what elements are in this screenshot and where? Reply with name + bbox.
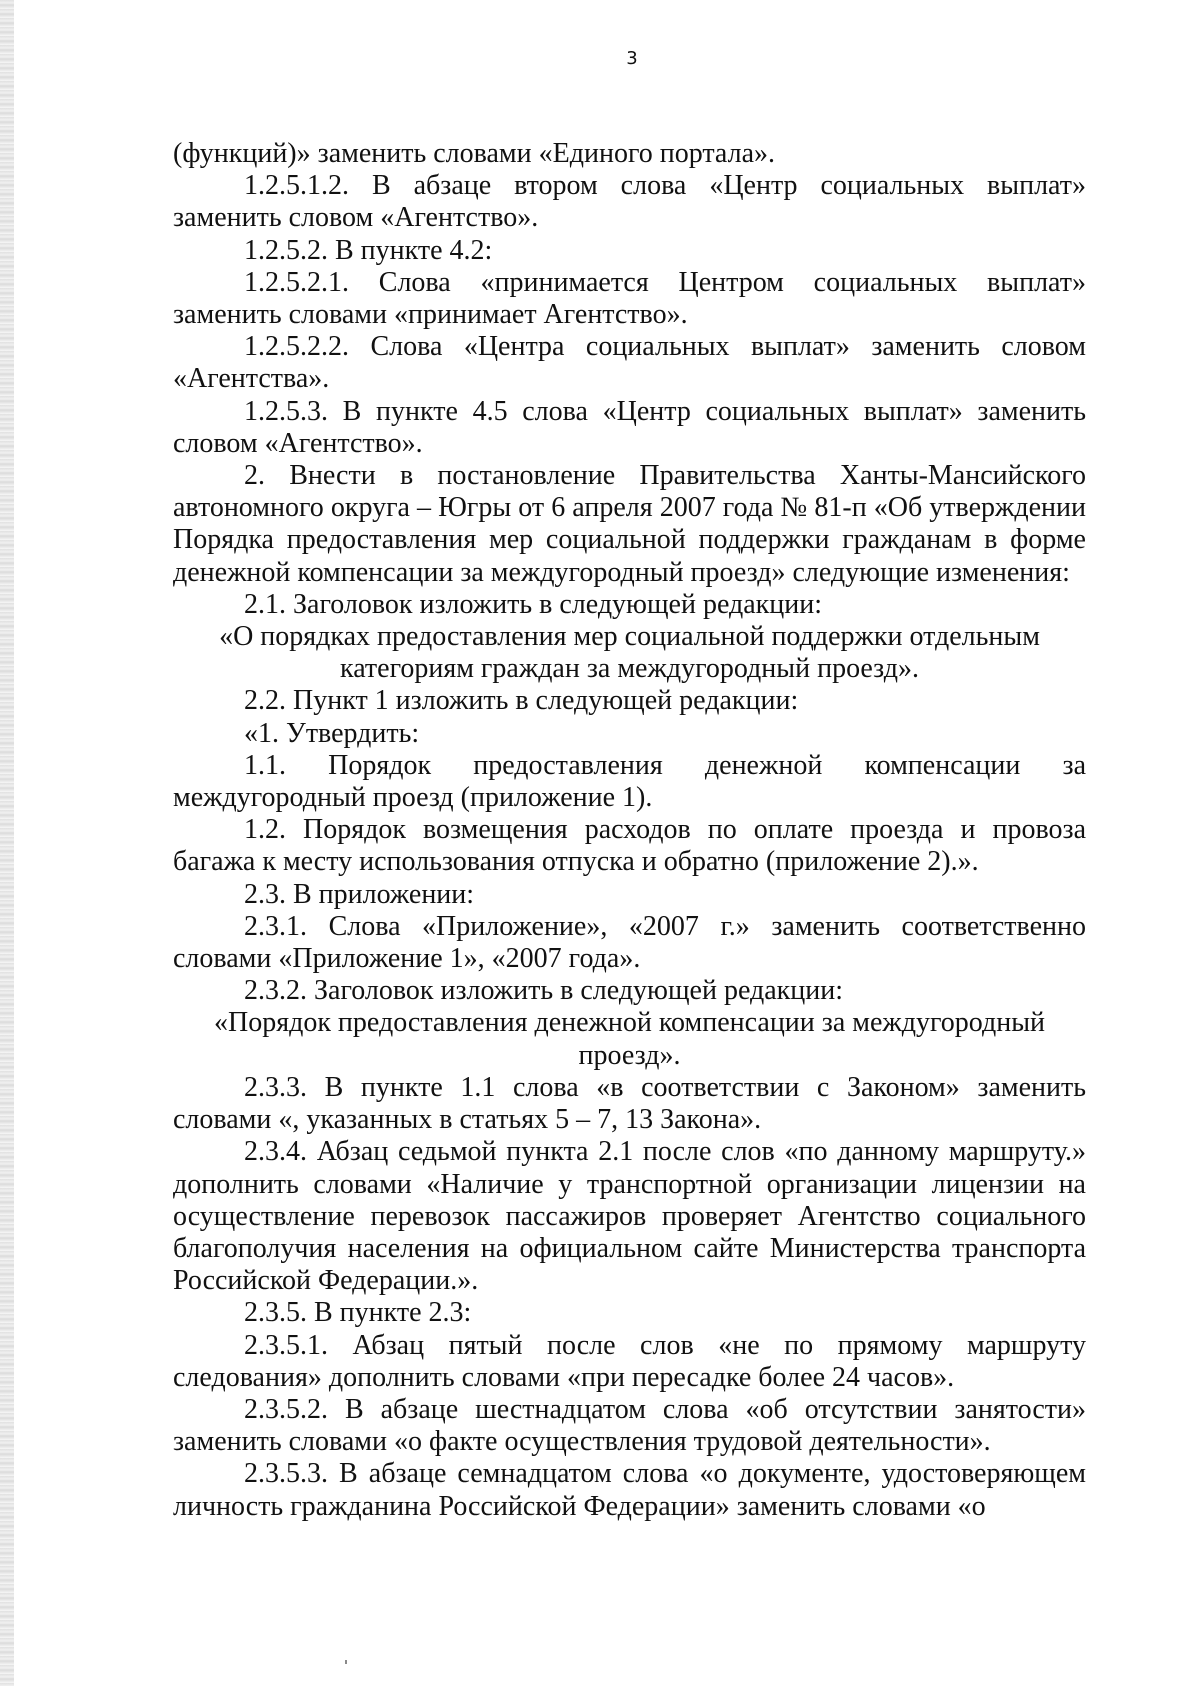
paragraph: 2.3. В приложении: (244, 878, 475, 910)
paragraph: 2.3.2. Заголовок изложить в следующей редакции: (244, 975, 844, 1007)
paragraph: 2.3.1. Слова «Приложение», «2007 г.» заменить соответственно словами «Приложение 1», «2007 года». (173, 910, 1086, 975)
paragraph: 2.1. Заголовок изложить в следующей редакции: (244, 588, 823, 620)
paragraph: 2.3.5.1. Абзац пятый после слов «не по прямому маршруту следования» дополнить словами «при пересадке более 24 часов». (173, 1329, 1086, 1393)
paragraph: 1.2.5.3. В пункте 4.5 слова «Центр социальных выплат» заменить словом «Агентство». (173, 395, 1086, 459)
paragraph: 1.1. Порядок предоставления денежной компенсации за междугородный проезд (приложение 1). (173, 749, 1086, 814)
paragraph: 2.2. Пункт 1 изложить в следующей редакции: (244, 685, 799, 717)
paragraph: 2.3.4. Абзац седьмой пункта 2.1 после слов «по данному маршруту.» дополнить словами «Наличие у транспортной организации лицензии на осуществление перевозок пассажиров проверяет Агентство социального благополучия населения на официальном сайте Министерства транспорта Российской Федерации.». (173, 1136, 1086, 1297)
scan-speck (345, 1660, 347, 1664)
paragraph: «1. Утвердить: (244, 717, 420, 749)
paragraph: 2.3.3. В пункте 1.1 слова «в соответствии с Законом» заменить словами «, указанных в статьях 5 – 7, 13 Закона». (173, 1071, 1086, 1136)
scan-edge-shadow (0, 0, 14, 1686)
paragraph: 1.2.5.2.2. Слова «Центра социальных выплат» заменить словом «Агентства». (173, 331, 1086, 395)
paragraph: 2. Внести в постановление Правительства Ханты-Мансийского автономного округа – Югры от 6 апреля 2007 года № 81-п «Об утверждении Порядка предоставления мер социальной поддержки гражданам в форме денежной компенсации за междугородный проезд» следующие изменения: (173, 460, 1086, 588)
quoted-heading: «О порядках предоставления мер социальной поддержки отдельным категориям граждан за междугородный проезд». (219, 621, 1040, 685)
paragraph: 2.3.5.2. В абзаце шестнадцатом слова «об отсутствии занятости» заменить словами «о факте осуществления трудовой деятельности». (173, 1393, 1086, 1458)
paragraph: 1.2.5.2. В пункте 4.2: (244, 234, 493, 266)
paragraph: (функций)» заменить словами «Единого портала». (173, 138, 775, 169)
paragraph: 2.3.5.3. В абзаце семнадцатом слова «о документе, удостоверяющем личность гражданина Российской Федерации» заменить словами «о (173, 1458, 1086, 1522)
page-number: 3 (626, 48, 638, 69)
quoted-heading: «Порядок предоставления денежной компенсации за междугородный проезд». (213, 1007, 1046, 1071)
paragraph: 1.2.5.2.1. Слова «принимается Центром социальных выплат» заменить словами «принимает Агентство». (173, 266, 1086, 331)
document-body (173, 138, 1086, 1523)
paragraph: 1.2.5.1.2. В абзаце втором слова «Центр социальных выплат» заменить словом «Агентство». (173, 170, 1086, 234)
paragraph: 1.2. Порядок возмещения расходов по оплате проезда и провоза багажа к месту использования отпуска и обратно (приложение 2).». (173, 814, 1086, 878)
paragraph: 2.3.5. В пункте 2.3: (244, 1297, 472, 1329)
